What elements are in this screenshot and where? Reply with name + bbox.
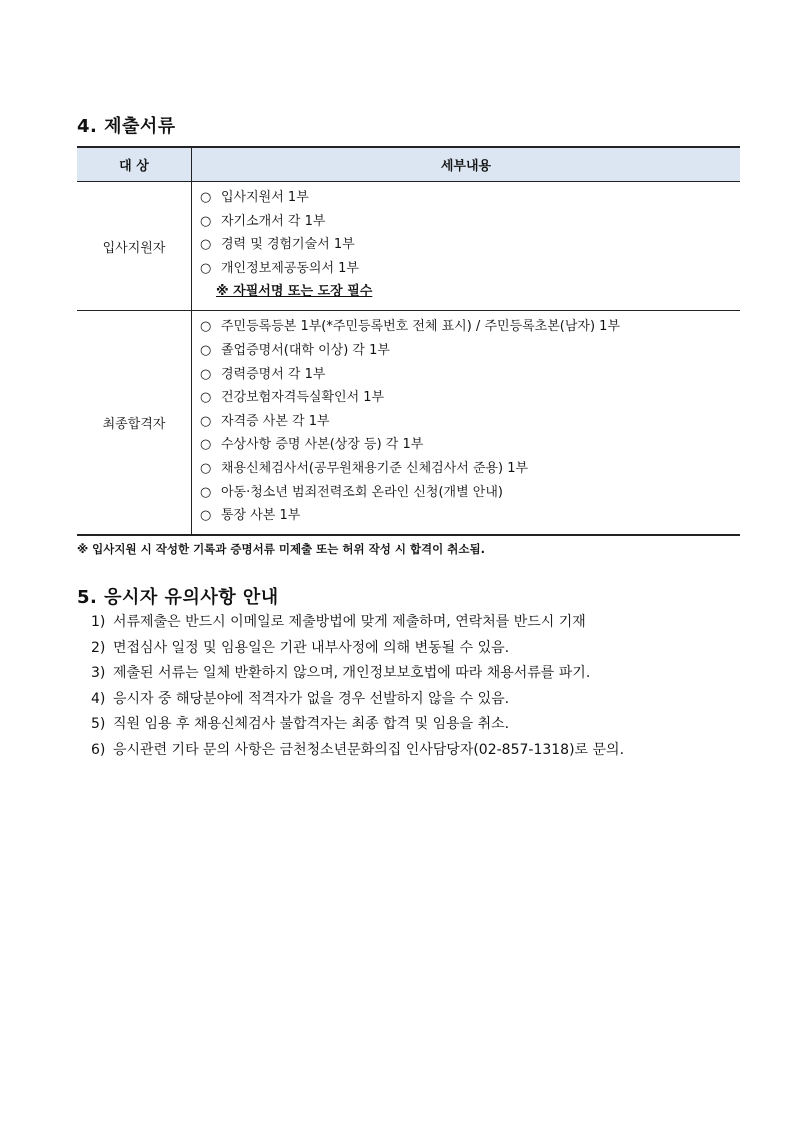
list-item: 5) 직원 임용 후 채용신체검사 불합격자는 최종 합격 및 임용을 취소.: [91, 716, 510, 733]
circle-bullet-icon: ○: [200, 342, 212, 358]
list-item: ○ 개인정보제공동의서 1부: [200, 257, 740, 281]
header-details: 세부내용: [192, 147, 741, 182]
section-5-title: 5. 응시자 유의사항 안내: [77, 587, 279, 608]
circle-bullet-icon: ○: [200, 413, 212, 429]
list-item: ○ 입사지원서 1부: [200, 186, 740, 210]
circle-bullet-icon: ○: [200, 319, 212, 335]
list-item: ○ 수상사항 증명 사본(상장 등) 각 1부: [200, 433, 740, 457]
table-footnote: ※ 입사지원 시 작성한 기록과 증명서류 미제출 또는 허위 작성 시 합격이 취소됨.: [77, 542, 485, 556]
row-target-final: 최종합격자: [77, 311, 192, 535]
list-item: ○ 경력 및 경험기술서 1부: [200, 233, 740, 257]
circle-bullet-icon: ○: [200, 484, 212, 500]
list-item: 2) 면접심사 일정 및 임용일은 기관 내부사정에 의해 변동될 수 있음.: [91, 639, 510, 656]
circle-bullet-icon: ○: [200, 508, 212, 524]
list-item: ○ 졸업증명서(대학 이상) 각 1부: [200, 339, 740, 363]
row-target-applicant: 입사지원자: [77, 182, 192, 311]
table-row: [77, 311, 740, 535]
table-header-row: [77, 147, 740, 182]
row-details-final: [192, 311, 741, 535]
list-item: ○ 자기소개서 각 1부: [200, 210, 740, 234]
signature-required-note: ※ 자필서명 또는 도장 필수: [216, 284, 373, 300]
list-item: 4) 응시자 중 해당분야에 적격자가 없을 경우 선발하지 않을 수 있음.: [91, 690, 510, 707]
list-item: ○ 주민등록등본 1부(*주민등록번호 전체 표시) / 주민등록초본(남자) 1부: [200, 315, 740, 339]
circle-bullet-icon: ○: [200, 213, 212, 229]
circle-bullet-icon: ○: [200, 190, 212, 205]
circle-bullet-icon: ○: [200, 237, 212, 253]
circle-bullet-icon: ○: [200, 460, 212, 476]
section-4-title: 4. 제출서류: [77, 116, 176, 137]
table-row: [77, 182, 740, 311]
list-item: ○ 통장 사본 1부: [200, 504, 740, 528]
circle-bullet-icon: ○: [200, 437, 212, 453]
list-item: ○ 경력증명서 각 1부: [200, 363, 740, 387]
documents-table: [77, 146, 740, 536]
list-item: ○ 건강보험자격득실확인서 1부: [200, 386, 740, 410]
list-item: ○ 자격증 사본 각 1부: [200, 410, 740, 434]
circle-bullet-icon: ○: [200, 260, 212, 276]
notice-list: [91, 610, 624, 764]
circle-bullet-icon: ○: [200, 366, 212, 382]
list-item: ○ 채용신체검사서(공무원채용기준 신체검사서 준용) 1부: [200, 457, 740, 481]
row-details-applicant: [192, 182, 741, 311]
circle-bullet-icon: ○: [200, 390, 212, 406]
list-item: 1) 서류제출은 반드시 이메일로 제출방법에 맞게 제출하며, 연락처를 반드시 기재: [91, 614, 586, 630]
list-item: ○ 아동·청소년 범죄전력조회 온라인 신청(개별 안내): [200, 481, 740, 505]
list-item: 3) 제출된 서류는 일체 반환하지 않으며, 개인정보보호법에 따라 채용서류를 파기.: [91, 665, 591, 682]
list-item: 6) 응시관련 기타 문의 사항은 금천청소년문화의집 인사담당자(02-857-1318)로 문의.: [91, 741, 625, 758]
header-target: 대 상: [77, 147, 192, 182]
